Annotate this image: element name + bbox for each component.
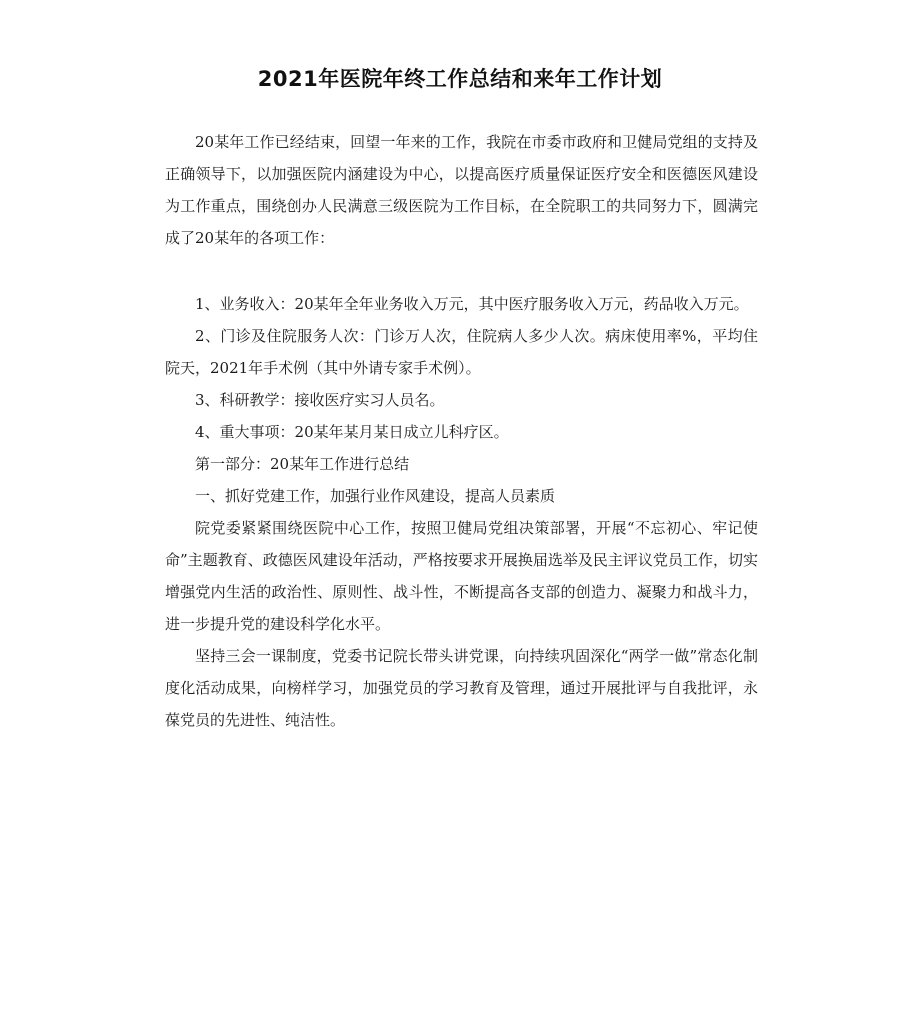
section-heading-part-one: 第一部分：20某年工作进行总结 <box>195 455 410 473</box>
section-heading-party-building: 一、抓好党建工作，加强行业作风建设，提高人员素质 <box>195 487 556 505</box>
paragraph-three-meetings: 坚持三会一课制度，党委书记院长带头讲党课，向持续巩固深化“两学一做”常态化制度化活动成果，向榜样学习，加强党员的学习教育及管理，通过开展批评与自我批评，永葆党员的先进性、纯洁性。 <box>165 647 758 729</box>
intro-paragraph: 20某年工作已经结束，回望一年来的工作，我院在市委市政府和卫健局党组的支持及正确领导下，以加强医院内涵建设为中心，以提高医疗质量保证医疗安全和医德医风建设为工作重点，围绕创办人民满意三级医院为工作目标，在全院职工的共同努力下，圆满完成了20某年的各项工作： <box>165 133 758 247</box>
paragraph-research-teaching: 3、科研教学：接收医疗实习人员名。 <box>195 391 445 409</box>
paragraph-party-committee: 院党委紧紧围绕医院中心工作，按照卫健局党组决策部署，开展“不忘初心、牢记使命”主题教育、政德医风建设年活动，严格按要求开展换届选举及民主评议党员工作，切实增强党内生活的政治性、原则性、战斗性，不断提高各支部的创造力、凝聚力和战斗力，进一步提升党的建设科学化水平。 <box>165 519 758 633</box>
document-body <box>165 126 758 736</box>
paragraph-service-visits: 2、门诊及住院服务人次：门诊万人次，住院病人多少人次。病床使用率%，平均住院天，2021年手术例（其中外请专家手术例）。 <box>165 327 758 377</box>
paragraph-major-events: 4、重大事项：20某年某月某日成立儿科疗区。 <box>195 423 509 441</box>
document-title: 2021年医院年终工作总结和来年工作计划 <box>257 67 663 91</box>
paragraph-business-income: 1、业务收入：20某年全年业务收入万元，其中医疗服务收入万元，药品收入万元。 <box>195 295 749 313</box>
